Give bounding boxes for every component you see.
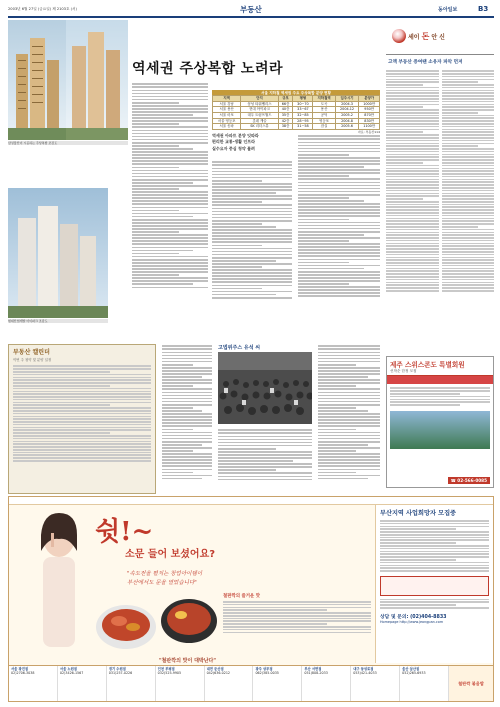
col-region: 지역: [213, 96, 241, 102]
franchise-item: 대전 둔산점 042)636-0212: [205, 666, 254, 701]
column-logo: [386, 20, 494, 52]
table-row: 서울 마포 대우 트럼프월드 35층 32~85 공덕 2005.2 870만: [213, 113, 380, 119]
housing-table: [212, 90, 380, 134]
col-complex: 단지: [241, 96, 278, 102]
jeju-ad-band: [387, 376, 493, 384]
col-station: 지하철역: [313, 96, 335, 102]
franchise-item: 서울 노원점 02)3426-1567: [58, 666, 107, 701]
franchise-item: 부산 서면점 051)808-2033: [302, 666, 351, 701]
section-title: 부동산: [240, 5, 262, 14]
table-row: 서울 송파 SK 리더스뷰 38층 31~58 잠실 2005.6 1100만: [213, 124, 380, 130]
logo-char-4: 신: [439, 33, 445, 41]
jeju-ad-title: 제주 스위스콘도 특별회원: [390, 361, 465, 369]
column-rule: [386, 54, 494, 55]
ad-headline: 쉿!~: [95, 517, 154, 547]
ad-promo: 철판깍의 즐거운 맛: [223, 594, 260, 599]
franchise-item: 경기 수원점 031)257-0226: [107, 666, 156, 701]
col-size: 규모: [278, 96, 293, 102]
photo2-caption: 현대산업개발 아이파크 조감도: [8, 319, 108, 323]
subhead-2: 편리한 교통·생활 인프라: [212, 139, 255, 145]
audience-photo: [218, 352, 312, 424]
ad-tagline-1: "속도전을 펼치는 창업아이템이: [127, 571, 203, 577]
franchise-item: 인천 부평점 032)525-9905: [156, 666, 205, 701]
story-column-2: [212, 160, 292, 312]
logo-char-3: 안: [431, 33, 438, 41]
money-column: [386, 20, 494, 340]
date-line: 2003년 6월 27일 (금요일) 제 2103호 (서): [8, 7, 77, 11]
table-row: 서울 강남 삼성 타워팰리스 66층 30~70 도곡 2004.3 1000만: [213, 101, 380, 107]
story-column-3: [298, 134, 380, 312]
franchise-item: 대구 동성로점 053)421-4033: [351, 666, 400, 701]
middle-story-column: [162, 344, 212, 489]
column-text: [386, 69, 494, 341]
main-headline: 역세권 주상복합 노려라: [132, 61, 283, 77]
audience-illustration: [218, 352, 312, 424]
listing-subtitle: 이번 주 청약 및 분양 일정: [13, 358, 52, 362]
col-movein: 입주시기: [335, 96, 359, 102]
ad-bottom-slogan: "철판깍의 맛이 대박난다": [159, 658, 216, 664]
busan-ad-box: [380, 576, 489, 596]
col-price: 분양가: [359, 96, 380, 102]
jeju-ad-photo: [390, 411, 490, 449]
bottom-ad[interactable]: [8, 496, 494, 702]
col-pyeong: 평형: [293, 96, 313, 102]
busan-ad-lines: [380, 520, 489, 572]
food-pan-photo: [159, 589, 219, 647]
jeju-ad-subtitle: 선착순 한정 모집: [390, 369, 417, 373]
jeju-ad[interactable]: [386, 356, 494, 488]
jeju-ad-phone[interactable]: ☎ 02-566-0085: [448, 477, 490, 484]
listing-title: 부동산 캘린더: [13, 349, 50, 356]
tower-photo-2: [66, 20, 128, 140]
food-plate-photo: [93, 593, 159, 653]
footer-brand-box: [449, 666, 493, 701]
ad-tagline-2: 부산에서도 문을 열었습니다": [127, 580, 197, 586]
story-column-1: [132, 82, 208, 312]
table-source: 자료: 부동산114: [357, 129, 380, 134]
franchise-item: 광주 상무점 062)385-0035: [253, 666, 302, 701]
photo-title: 고법위주스 유석 씨: [218, 345, 261, 351]
tower-photo-1: [8, 20, 66, 140]
jeju-ad-body: [387, 384, 493, 409]
listing-box: [8, 344, 156, 494]
woman-figure: [29, 507, 89, 657]
column-title: 고액 부동산 증여땐 소유자 파악 먼저: [388, 60, 463, 65]
bottom-ad-strip: [9, 497, 493, 505]
tower-photo-3: [8, 188, 108, 318]
busan-ad-web[interactable]: Homepage http://www.jeongpan.com: [380, 619, 444, 624]
listing-lines: [9, 365, 155, 461]
busan-ad-phone[interactable]: 상담 및 문의: (02)404-8833: [380, 614, 447, 620]
middle-right-column: [318, 344, 380, 489]
paper-name: 동아일보: [438, 7, 458, 13]
busan-ad[interactable]: [375, 505, 493, 663]
logo-char-1: 세이: [408, 33, 420, 41]
header-rule: [8, 16, 494, 18]
table-row: 서울 용산 현대 아이파크 40층 33~67 용산 2004.12 950만: [213, 107, 380, 113]
table-grid: [212, 95, 380, 130]
story-subheads: [212, 134, 292, 151]
ad-promo-block: [223, 593, 371, 634]
smiley-icon: [392, 29, 406, 43]
franchise-bar: [9, 665, 493, 701]
subhead-3: 실수요자 중심 청약 몰려: [212, 145, 255, 151]
building-illustration-1: [8, 20, 66, 140]
jeju-ad-header: [387, 357, 493, 376]
ad-slogan: 소문 들어 보셨어요?: [125, 549, 216, 560]
franchise-item: 울산 삼산점 052)265-6933: [400, 666, 449, 701]
subhead-1: 역세권 아파트 분양 잇따라: [212, 133, 259, 138]
building-illustration-2: [66, 20, 128, 140]
franchise-item: 서울 광진점 02)2706-3038: [9, 666, 58, 701]
table-row: 서울 영등포 롯데 캐슬 42층 28~95 영등포 2004.8 830만: [213, 118, 380, 124]
footer-brand: 철판깍 볶음밥: [458, 680, 484, 686]
busan-ad-lines-2: [380, 599, 489, 609]
busan-ad-title: 부산지역 사업희망자 모집중: [380, 510, 457, 517]
building-illustration-3: [8, 188, 108, 318]
logo-char-2: 돈: [421, 31, 430, 41]
photo-caption-lines: [218, 428, 312, 488]
page-number: B3: [478, 5, 489, 13]
page-header: [8, 4, 494, 16]
table-title: 서울 지하철 역세권 주요 주상복합 분양 현황: [212, 90, 380, 95]
photo1-caption: 삼성물산이 시공하는 주상복합 조감도: [8, 141, 128, 145]
